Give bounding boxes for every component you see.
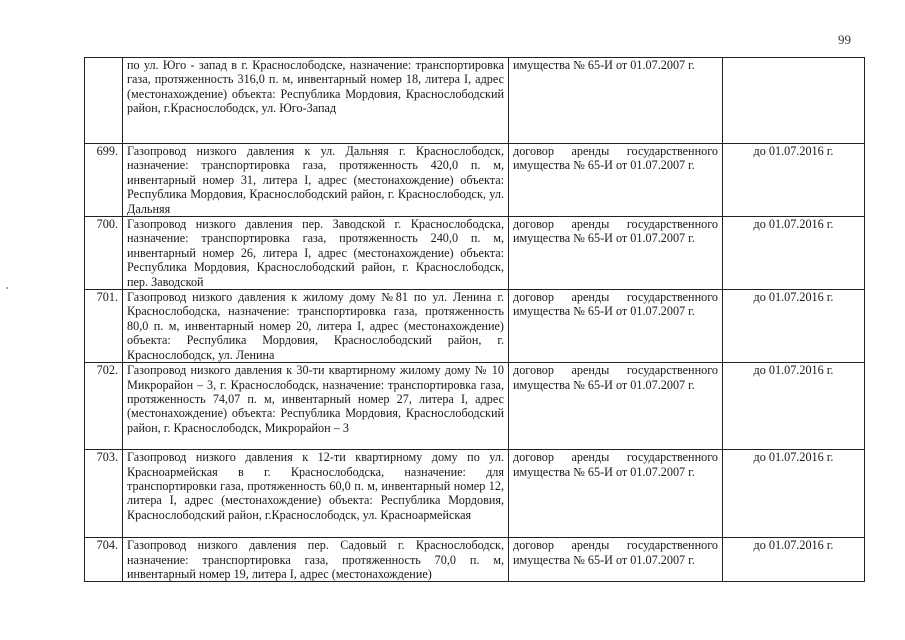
object-description: Газопровод низкого давления к 30-ти квартирному жилому дому № 10 Микрорайон – 3, г. Краснослободск, назначение: транспортировка газа, протяженность 74,07 п. м, инвентарный номер 27, литера I, адрес (местонахождение) объекта: Республика Мордовия, Краснослободский район, г. Краснослободск, Микрорайон – 3 [123,363,509,450]
lease-term: до 01.07.2016 г. [723,217,865,290]
row-number: 700. [85,217,123,290]
property-table [84,57,865,582]
table-row [85,363,865,450]
object-description: Газопровод низкого давления к 12-ти квартирному дому по ул. Красноармейская в г. Краснослободска, назначение: для транспортировки газа, протяженность 60,0 п. м, инвентарный номер 12, литера I, адрес (местонахождение) объекта: Республика Мордовия, Краснослободский район, г.Краснослободск, ул. Красноармейская [123,450,509,538]
object-description: Газопровод низкого давления к ул. Дальняя г. Краснослободск, назначение: транспортировка газа, протяженность 420,0 п. м, инвентарный номер 31, литера I, адрес (местонахождение) объекта: Республика Мордовия, Краснослободский район, г. Краснослободск, ул. Дальняя [123,144,509,217]
lease-basis: договор аренды государственного имущества № 65-И от 01.07.2007 г. [509,538,723,582]
lease-basis: договор аренды государственного имущества № 65-И от 01.07.2007 г. [509,363,723,450]
table-row [85,217,865,290]
row-number: 699. [85,144,123,217]
table-row [85,290,865,363]
page-number: 99 [838,32,851,47]
lease-basis: имущества № 65-И от 01.07.2007 г. [509,58,723,144]
lease-term: до 01.07.2016 г. [723,144,865,217]
object-description: Газопровод низкого давления к жилому дому №81 по ул. Ленина г. Краснослободска, назначение: транспортировка газа, протяженность 80,0 п. м, инвентарный номер 20, литера I, адрес (местонахождение) объекта: Республика Мордовия, Краснослободский район, г. Краснослободск, ул. Ленина [123,290,509,363]
row-number: 702. [85,363,123,450]
row-number: 701. [85,290,123,363]
lease-term [723,58,865,144]
lease-term: до 01.07.2016 г. [723,450,865,538]
scan-artifact [6,287,8,289]
lease-term: до 01.07.2016 г. [723,290,865,363]
object-description: по ул. Юго - запад в г. Краснослободске, назначение: транспортировка газа, протяженность 316,0 п. м, инвентарный номер 18, литера I, адрес (местонахождение) объекта: Республика Мордовия, Краснослободский район, г.Краснослободск, ул. Юго-Запад [123,58,509,144]
table-row [85,144,865,217]
lease-term: до 01.07.2016 г. [723,363,865,450]
lease-basis: договор аренды государственного имущества № 65-И от 01.07.2007 г. [509,290,723,363]
table-row [85,450,865,538]
lease-basis: договор аренды государственного имущества № 65-И от 01.07.2007 г. [509,217,723,290]
row-number [85,58,123,144]
table-row [85,538,865,582]
lease-basis: договор аренды государственного имущества № 65-И от 01.07.2007 г. [509,450,723,538]
lease-term: до 01.07.2016 г. [723,538,865,582]
lease-basis: договор аренды государственного имущества № 65-И от 01.07.2007 г. [509,144,723,217]
row-number: 703. [85,450,123,538]
object-description: Газопровод низкого давления пер. Садовый г. Краснослободск, назначение: транспортировка газа, протяженность 70,0 п. м, инвентарный номер 19, литера I, адрес (местонахождение) [123,538,509,582]
object-description: Газопровод низкого давления пер. Заводской г. Краснослободска, назначение: транспортировка газа, протяженность 240,0 п. м, инвентарный номер 26, литера I, адрес (местонахождение) объекта: Республика Мордовия, Краснослободский район, г. Краснослободск, пер. Заводской [123,217,509,290]
table-row [85,58,865,144]
row-number: 704. [85,538,123,582]
